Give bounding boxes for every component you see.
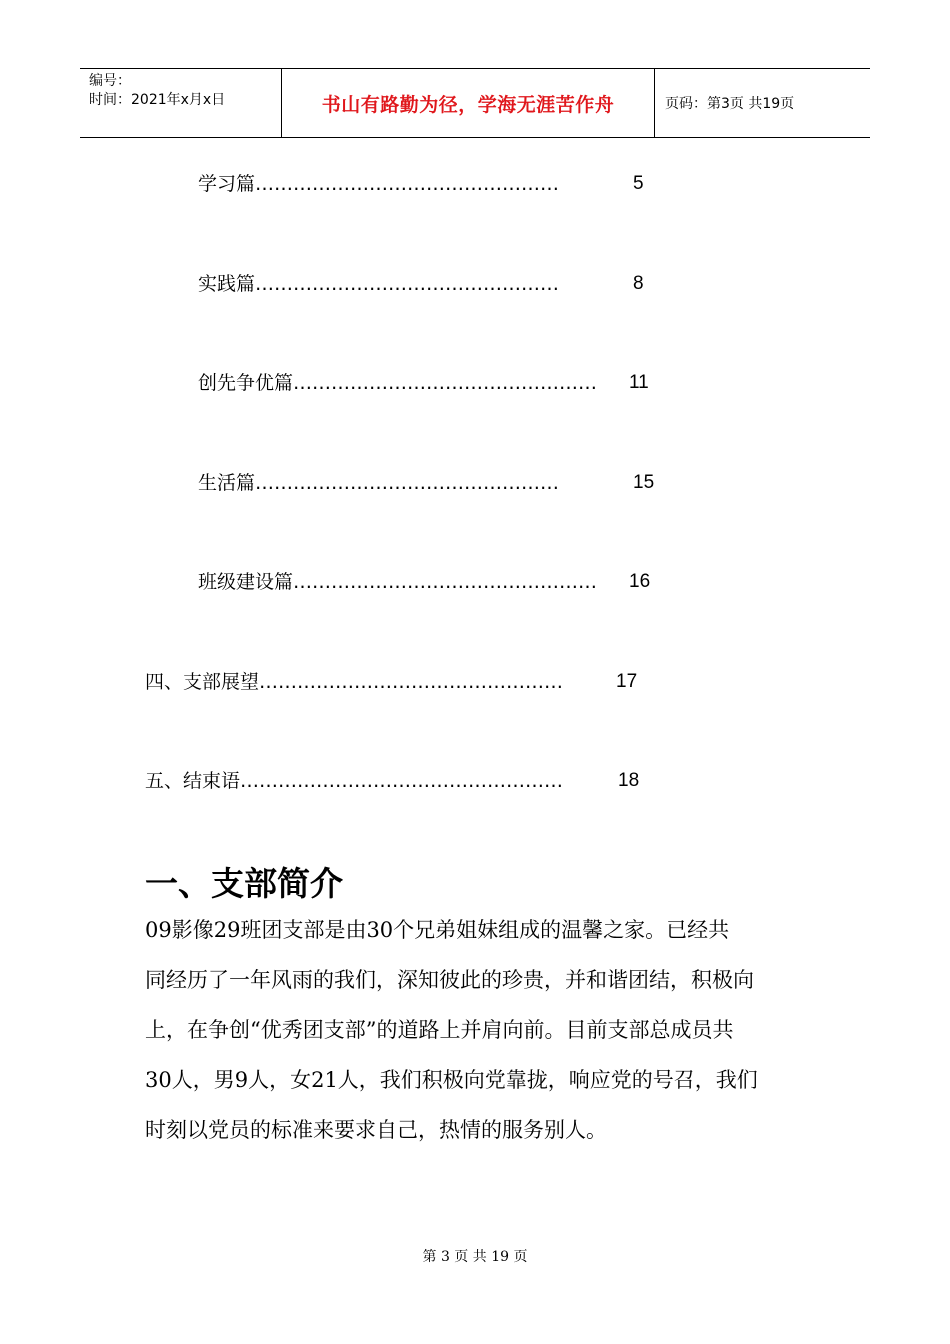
toc-entry-page: 8 xyxy=(633,273,644,294)
toc-entry-label: 生活篇 xyxy=(198,472,256,494)
document-header xyxy=(80,68,870,138)
header-motto: 书山有路勤为径，学海无涯苦作舟 xyxy=(321,93,615,116)
toc-entry-leader: ………………………………………… xyxy=(255,273,560,295)
paragraph-line: 同经历了一年风雨的我们，深知彼此的珍贵，并和谐团结，积极向 xyxy=(145,968,754,992)
toc-entry-label: 四、支部展望 xyxy=(145,671,260,693)
toc-entry-label: 班级建设篇 xyxy=(198,571,294,593)
toc-entry-leader: ………………………………………… xyxy=(293,372,598,394)
toc-entry[interactable] xyxy=(198,272,644,296)
toc-entry-leader: ………………………………………… xyxy=(259,671,564,693)
toc-entry-leader: ………………………………………… xyxy=(255,472,560,494)
toc-entry[interactable] xyxy=(198,570,650,594)
page-footer: 第 3 页 共 19 页 xyxy=(422,1249,528,1265)
toc-entry-page: 18 xyxy=(618,770,640,791)
paragraph-line: 时刻以党员的标准来要求自己，热情的服务别人。 xyxy=(145,1118,607,1142)
toc-entry[interactable] xyxy=(198,172,644,196)
document-date-label: 时间：2021年x月x日 xyxy=(89,92,226,108)
section-title: 一、支部简介 xyxy=(145,864,343,903)
toc-entry[interactable] xyxy=(145,670,637,694)
toc-entry-label: 学习篇 xyxy=(198,173,256,195)
toc-entry-page: 5 xyxy=(633,173,644,194)
toc-entry-leader: ………………………………………… xyxy=(293,571,598,593)
document-number-label: 编号： xyxy=(89,73,131,89)
toc-entry-label: 创先争优篇 xyxy=(198,372,294,394)
toc-entry-page: 11 xyxy=(629,372,649,393)
paragraph-line: 30人，男9人，女21人，我们积极向党靠拢，响应党的号召，我们 xyxy=(145,1068,758,1092)
section-paragraph xyxy=(145,905,813,1155)
toc-entry-leader: ………………………………………… xyxy=(255,173,560,195)
paragraph-line: 09影像29班团支部是由30个兄弟姐妹组成的温馨之家。已经共 xyxy=(145,918,730,942)
toc-entry-label: 实践篇 xyxy=(198,273,256,295)
toc-entry-page: 16 xyxy=(629,571,651,592)
toc-entry[interactable] xyxy=(198,371,649,395)
toc-entry-label: 五、结束语 xyxy=(145,770,241,792)
toc-entry[interactable] xyxy=(198,471,654,495)
header-page-info: 页码：第3页 共19页 xyxy=(665,96,795,112)
toc-entry-page: 15 xyxy=(633,472,655,493)
header-meta-cell xyxy=(80,69,282,137)
header-motto-cell xyxy=(282,69,655,137)
header-page-cell xyxy=(655,69,870,137)
toc-entry[interactable] xyxy=(145,769,639,793)
paragraph-line: 上，在争创“优秀团支部”的道路上并肩向前。目前支部总成员共 xyxy=(145,1018,734,1042)
toc-entry-page: 17 xyxy=(616,671,638,692)
toc-entry-leader: …………………………………………… xyxy=(240,770,564,792)
